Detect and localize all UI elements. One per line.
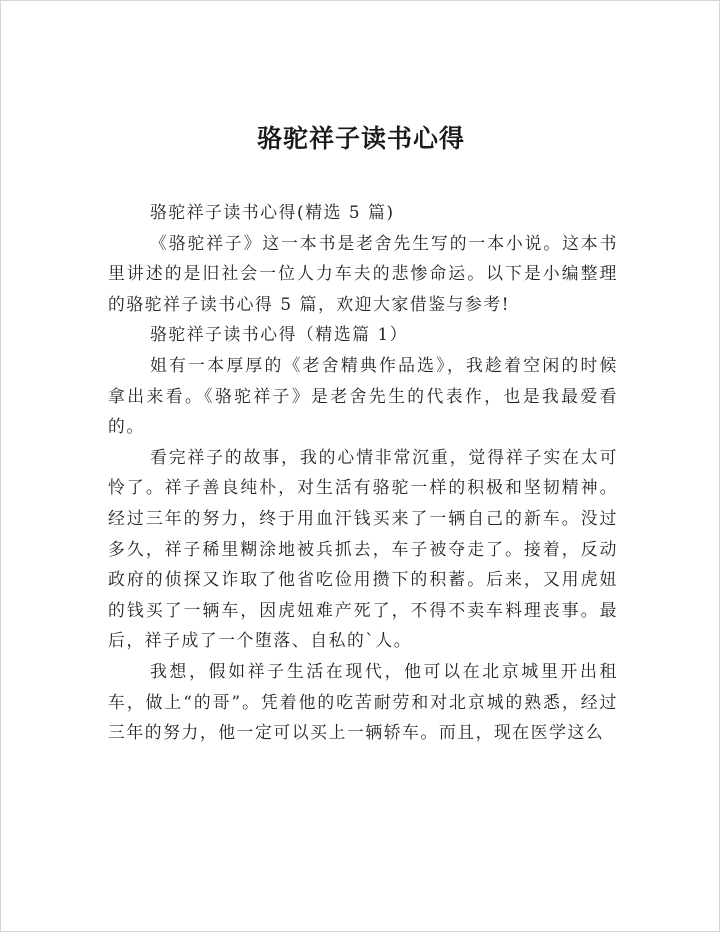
paragraph-section-heading: 骆驼祥子读书心得（精选篇 1）: [150, 324, 409, 345]
document-title: 骆驼祥子读书心得: [256, 124, 465, 153]
document-body: [108, 197, 618, 748]
paragraph-subtitle: 骆驼祥子读书心得(精选 5 篇): [150, 202, 395, 222]
paragraph-body: 我想，假如祥子生活在现代，他可以在北京城里开出租车，做上“的哥”。凭着他的吃苦耐劳和对北京城的熟悉，经过三年的努力，他一定可以买上一辆轿车。而且，现在医学这么: [108, 660, 618, 743]
paragraph-intro: 《骆驼祥子》这一本书是老舍先生写的一本小说。这本书里讲述的是旧社会一位人力车夫的悲惨命运。以下是小编整理的骆驼祥子读书心得 5 篇，欢迎大家借鉴与参考!: [108, 232, 618, 314]
paragraph-body: 看完祥子的故事，我的心情非常沉重，觉得祥子实在太可怜了。祥子善良纯朴，对生活有骆驼一样的积极和坚韧精神。经过三年的努力，终于用血汗钱买来了一辆自己的新车。没过多久，祥子稀里糊涂地被兵抓去，车子被夺走了。接着，反动政府的侦探又诈取了他省吃俭用攒下的积蓄。后来，又用虎妞的钱买了一辆车，因虎妞难产死了，不得不卖车料理丧事。最后，祥子成了一个堕落、自私的`人。: [108, 446, 618, 651]
paragraph-body: 姐有一本厚厚的《老舍精典作品选》，我趁着空闲的时候拿出来看。《骆驼祥子》是老舍先生的代表作，也是我最爱看的。: [108, 354, 618, 437]
